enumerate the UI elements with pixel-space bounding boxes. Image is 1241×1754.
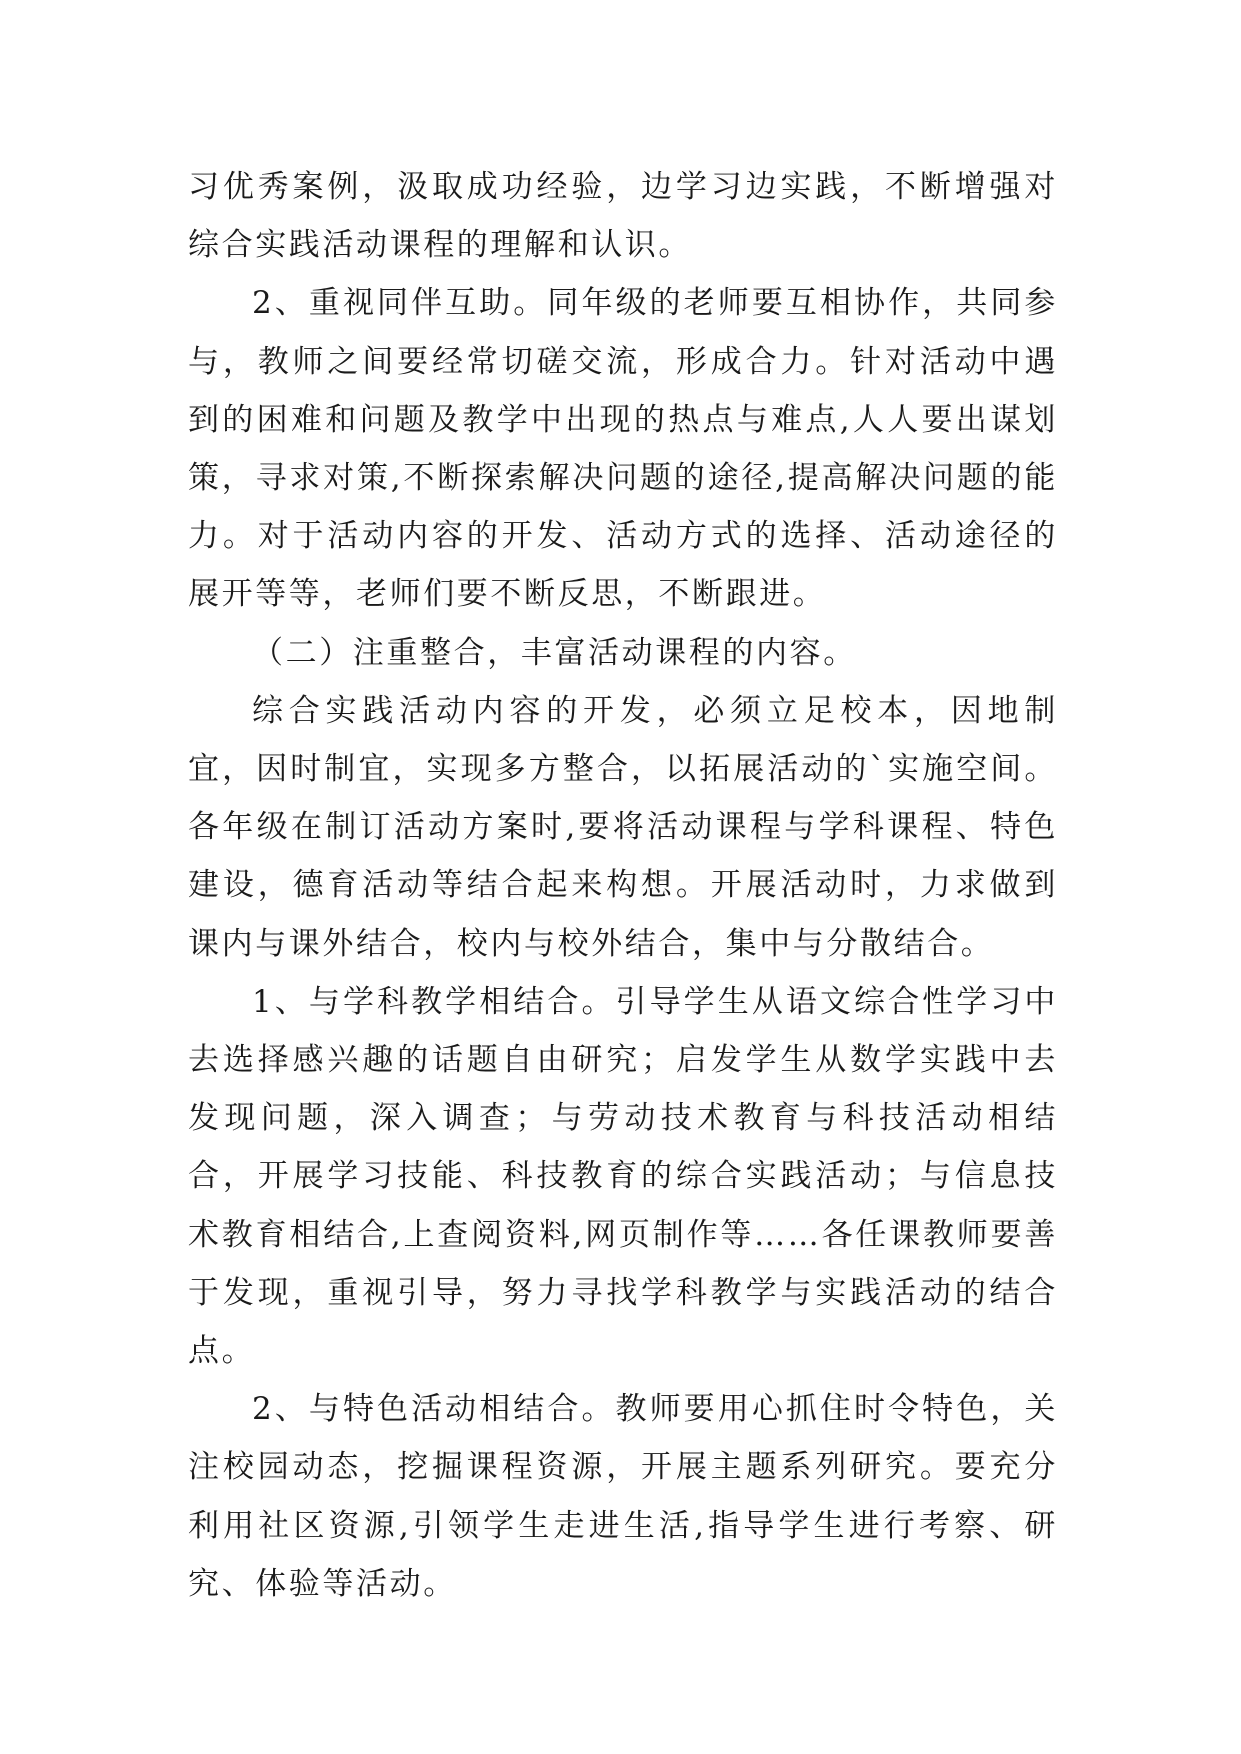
paragraph-continuation: 习优秀案例，汲取成功经验，边学习边实践，不断增强对综合实践活动课程的理解和认识。: [188, 169, 1058, 264]
paragraph-subject-integration: 1、与学科教学相结合。引导学生从语文综合性学习中去选择感兴趣的话题自由研究；启发学生从数学实践中去发现问题，深入调查；与劳动技术教育与科技活动相结合，开展学习技能、科技教育的综合实践活动；与信息技术教育相结合,上查阅资料,网页制作等……各任课教师要善于发现，重视引导，努力寻找学科教学与实践活动的结合点。: [188, 983, 1058, 1370]
section-heading-integration: （二）注重整合，丰富活动课程的内容。: [252, 634, 857, 671]
paragraph-peer-support: 2、重视同伴互助。同年级的老师要互相协作，共同参与，教师之间要经常切磋交流，形成合力。针对活动中遇到的困难和问题及教学中出现的热点与难点,人人要出谋划策，寻求对策,不断探索解决问题的途径,提高解决问题的能力。对于活动内容的开发、活动方式的选择、活动途径的展开等等，老师们要不断反思，不断跟进。: [188, 285, 1058, 613]
paragraph-content-development: 综合实践活动内容的开发，必须立足校本，因地制宜，因时制宜，实现多方整合，以拓展活动的`实施空间。各年级在制订活动方案时,要将活动课程与学科课程、特色建设，德育活动等结合起来构想。开展活动时，力求做到课内与课外结合，校内与校外结合，集中与分散结合。: [188, 692, 1058, 962]
document-body: [188, 158, 1058, 1613]
paragraph-feature-activities: 2、与特色活动相结合。教师要用心抓住时令特色，关注校园动态，挖掘课程资源，开展主题系列研究。要充分利用社区资源,引领学生走进生活,指导学生进行考察、研究、体验等活动。: [188, 1391, 1058, 1602]
